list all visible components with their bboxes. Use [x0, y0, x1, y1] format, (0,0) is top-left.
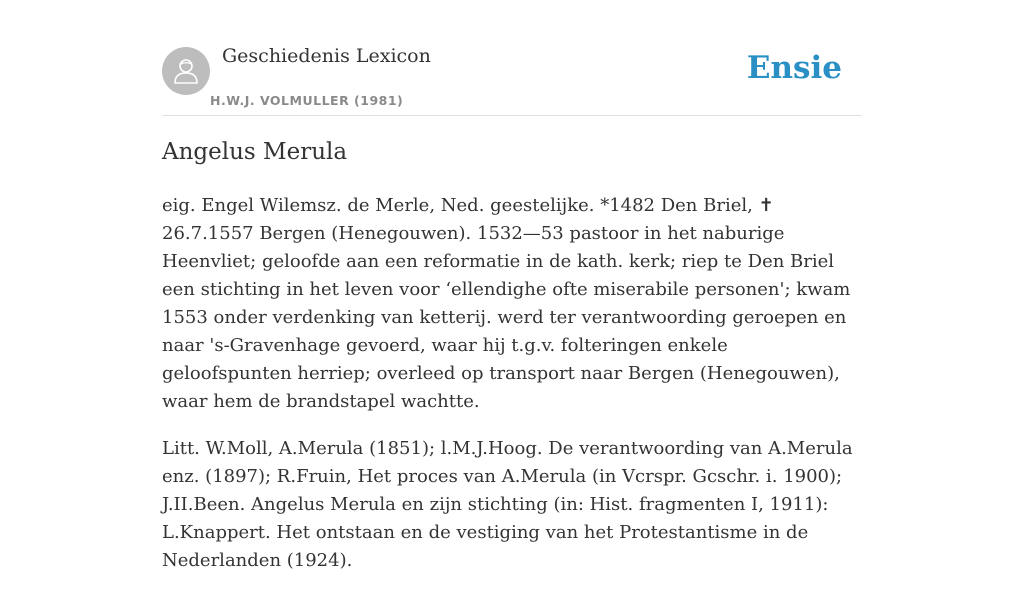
source-author[interactable]: H.W.J. VOLMULLER (1981)	[210, 93, 404, 108]
entry-paragraph-literature: Litt. W.Moll, A.Merula (1851); l.M.J.Hoog. De verantwoording van A.Merula enz. (1897); R.Fruin, Het proces van A.Merula (in Vcrspr. Gcschr. i. 1900); J.II.Been. Angelus Merula en zijn stichting (in: Hist. fragmenten I, 1911): L.Knappert. Het ontstaan en de vestiging van het Protestantisme in de Nederlanden (1924).	[162, 438, 853, 571]
header-divider	[162, 115, 862, 116]
entry-body	[162, 192, 862, 594]
entry-paragraph-definition: eig. Engel Wilemsz. de Merle, Ned. geestelijke. *1482 Den Briel, ✝ 26.7.1557 Bergen (Henegouwen). 1532—53 pastoor in het naburige Heenvliet; geloofde aan een reformatie in de kath. kerk; riep te Den Briel een stichting in het leven voor ‘ellendighe ofte miserabile personen'; kwam 1553 onder verdenking van ketterij. werd ter verantwoording geroepen en naar 's-Gravenhage gevoerd, waar hij t.g.v. folteringen enkele geloofspunten herriep; overleed op transport naar Bergen (Henegouwen), waar hem de brandstapel wachtte.	[162, 195, 851, 412]
source-title[interactable]: Geschiedenis Lexicon	[222, 45, 431, 67]
brand-logo[interactable]: Ensie	[746, 50, 842, 86]
entry-title: Angelus Merula	[162, 139, 348, 165]
entry-page	[162, 0, 862, 571]
author-avatar[interactable]	[162, 47, 210, 95]
user-silhouette-icon	[171, 56, 201, 86]
